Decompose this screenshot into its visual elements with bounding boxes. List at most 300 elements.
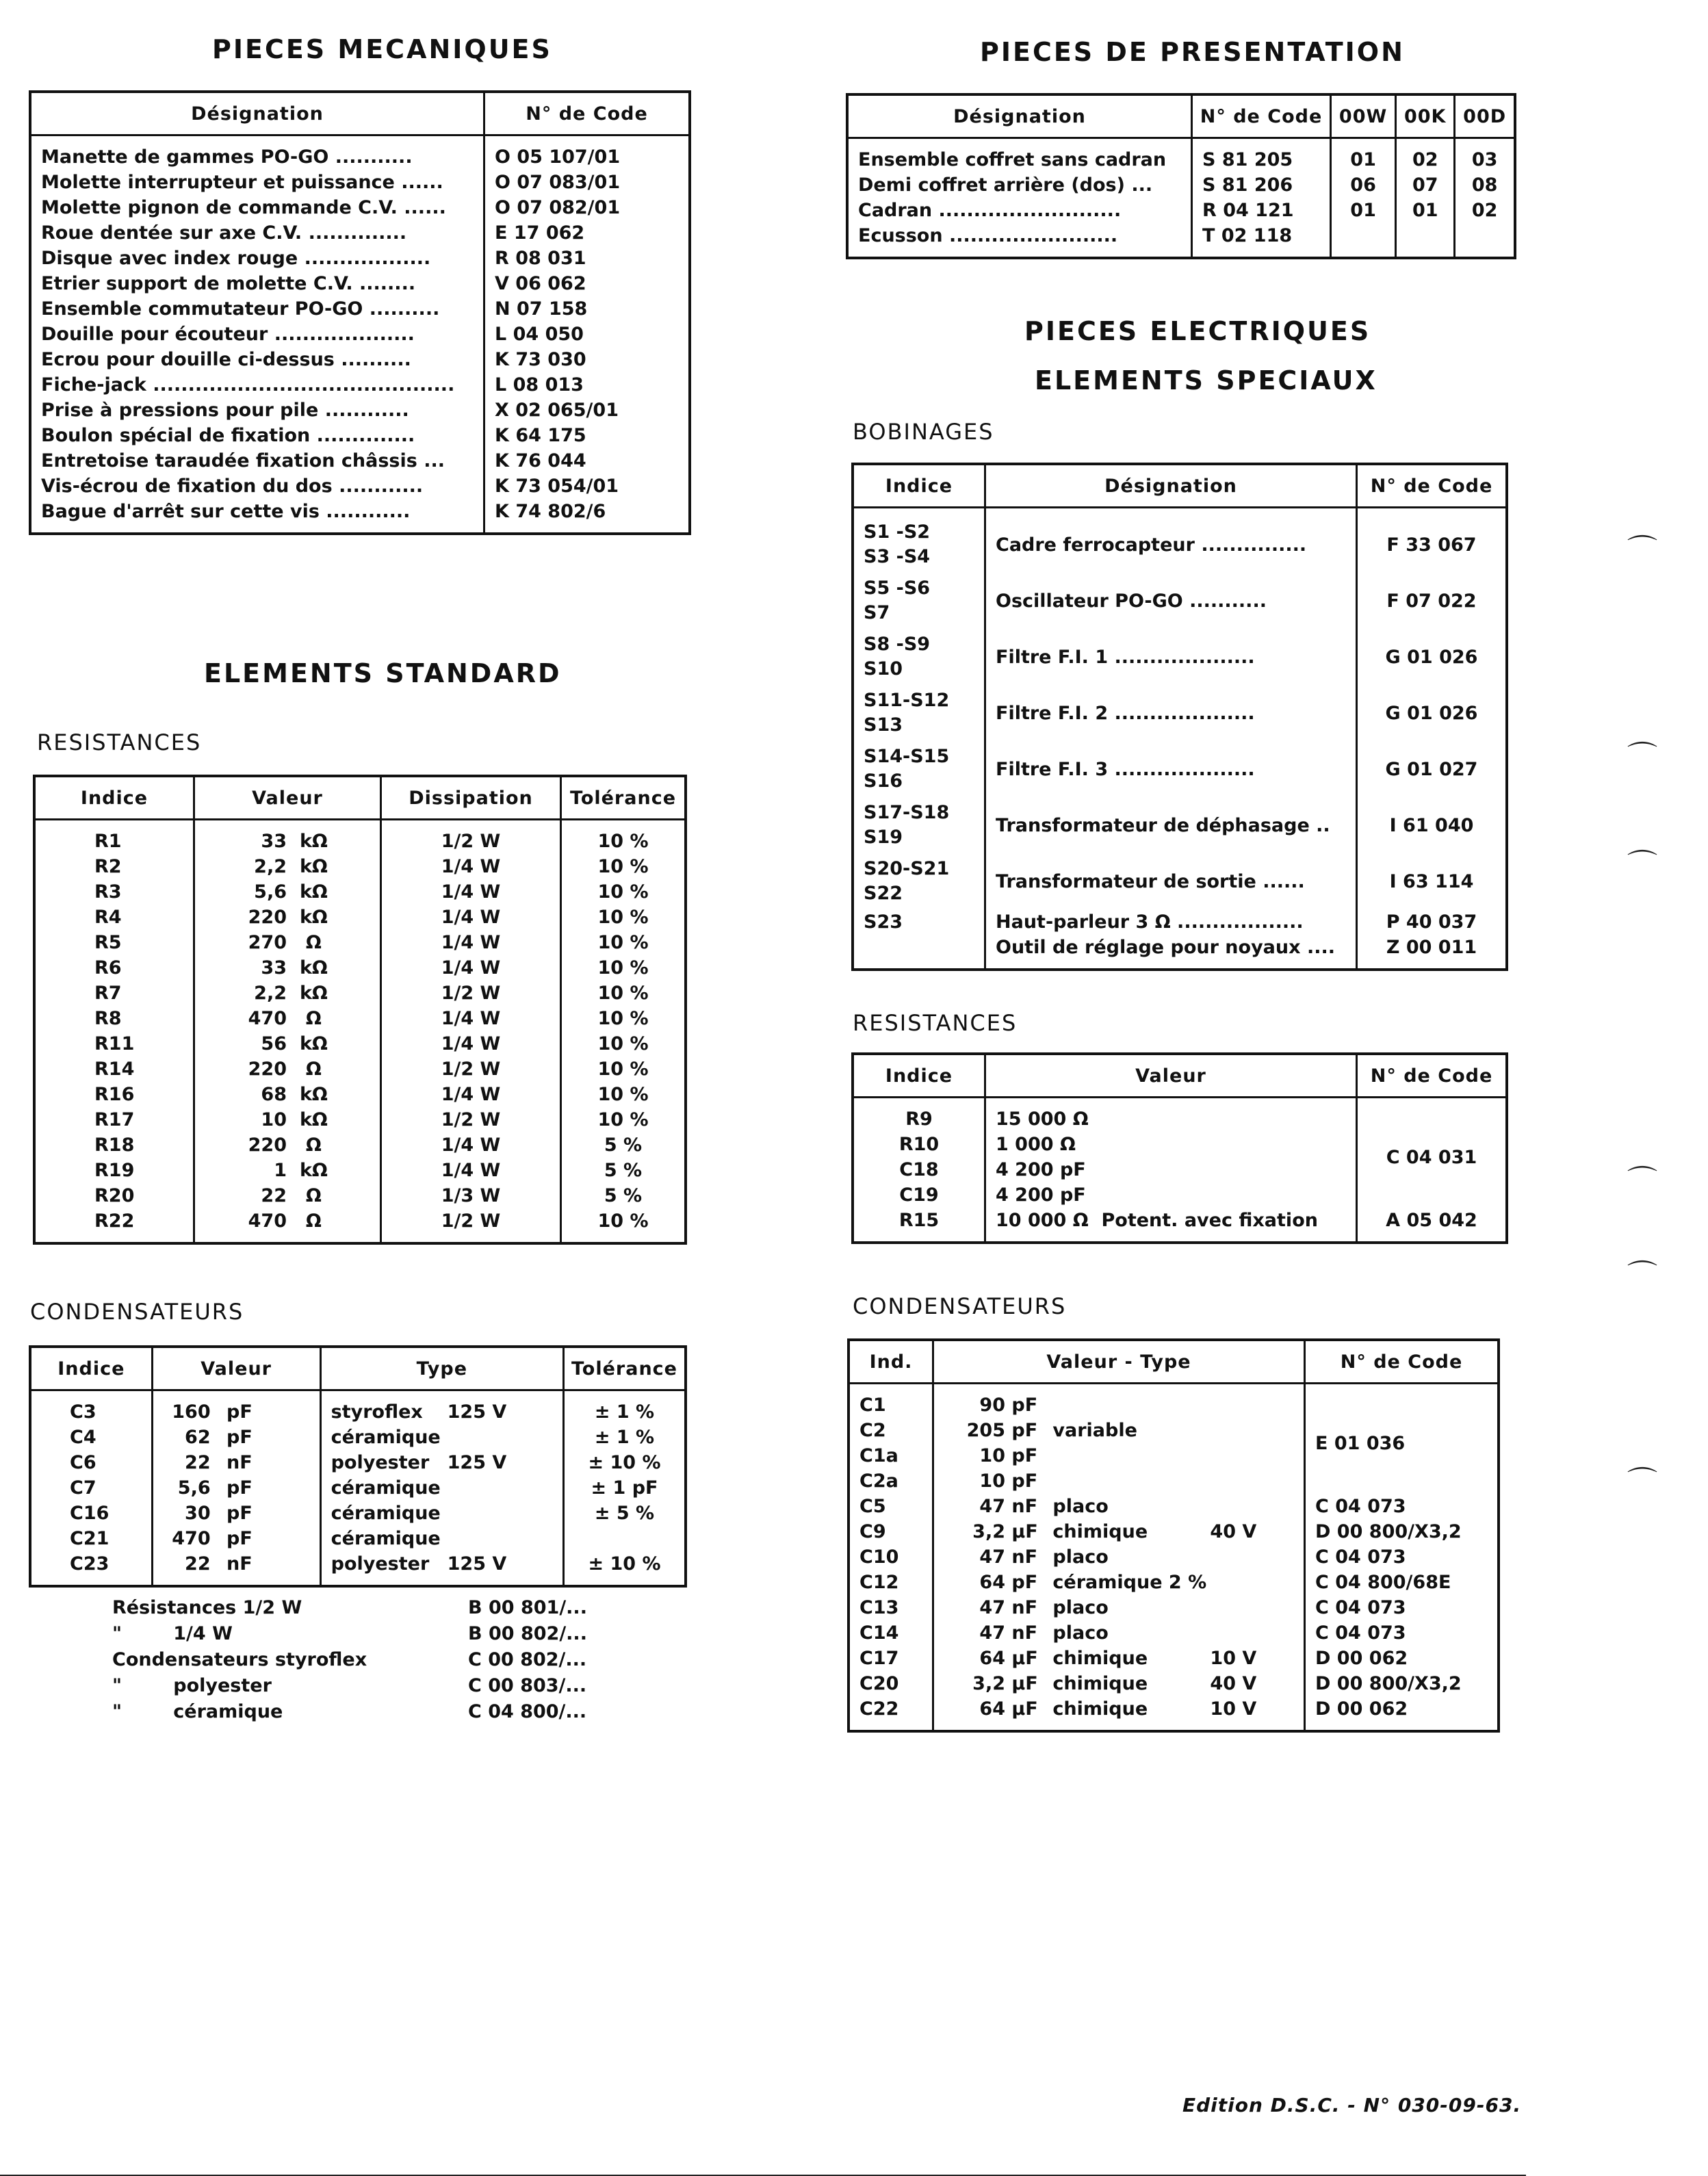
valeur-type-cell bbox=[933, 1519, 1305, 1544]
code-cell: L 04 050 bbox=[484, 322, 690, 347]
resistances-speciales-table bbox=[851, 1052, 1508, 1244]
unit-text: μF bbox=[1011, 1521, 1038, 1542]
table-row bbox=[30, 1526, 686, 1551]
valeur-cell bbox=[194, 1057, 381, 1082]
label-resistances: RESISTANCES bbox=[37, 729, 202, 755]
designation-cell: Manette de gammes PO-GO ........... bbox=[30, 135, 484, 170]
table-row bbox=[30, 1475, 686, 1501]
valeur-text: 47 bbox=[979, 1622, 1005, 1644]
table-row bbox=[849, 1570, 1499, 1595]
unit-text: kΩ bbox=[299, 907, 328, 928]
indice-cell: R14 bbox=[34, 1057, 194, 1082]
type-text: céramique bbox=[331, 1528, 441, 1549]
valeur-text: 205 bbox=[966, 1420, 1005, 1441]
label-bobinages: BOBINAGES bbox=[853, 419, 994, 445]
voltage-text: 10 V bbox=[1210, 1698, 1257, 1720]
col-code: N° de Code bbox=[1305, 1340, 1499, 1384]
title-elements-speciaux: ELEMENTS SPECIAUX bbox=[1035, 365, 1377, 396]
valeur-cell bbox=[152, 1390, 320, 1425]
valeur-type-cell bbox=[933, 1570, 1305, 1595]
table-row bbox=[853, 741, 1507, 797]
valeur-cell bbox=[152, 1501, 320, 1526]
table-row bbox=[30, 1425, 686, 1450]
table-row bbox=[30, 347, 690, 372]
mecaniques-table bbox=[29, 90, 691, 535]
valeur-text: 2,2 bbox=[254, 983, 287, 1004]
note-label: " céramique bbox=[112, 1701, 283, 1722]
designation-cell: Outil de réglage pour noyaux .... bbox=[985, 935, 1357, 970]
type-cell bbox=[320, 1450, 563, 1475]
dissipation-cell: 1/4 W bbox=[381, 1158, 561, 1183]
code-cell: D 00 800/X3,2 bbox=[1305, 1671, 1499, 1696]
valeur-type-cell bbox=[933, 1494, 1305, 1519]
unit-text: kΩ bbox=[299, 983, 328, 1004]
valeur-cell bbox=[152, 1450, 320, 1475]
note-code: C 04 800/... bbox=[468, 1701, 587, 1722]
note-label: " polyester bbox=[112, 1675, 272, 1696]
col-designation: Désignation bbox=[847, 94, 1192, 138]
unit-text: pF bbox=[227, 1427, 253, 1448]
table-row bbox=[34, 879, 686, 905]
type-text: placo bbox=[1052, 1622, 1109, 1644]
valeur-cell bbox=[194, 930, 381, 955]
valeur-type-cell bbox=[933, 1384, 1305, 1419]
valeur-cell bbox=[152, 1551, 320, 1586]
indice-cell bbox=[853, 629, 985, 685]
ind-cell: C5 bbox=[849, 1494, 933, 1519]
type-text: chimique bbox=[1052, 1521, 1148, 1542]
indice-line: S20-S21 bbox=[864, 858, 950, 879]
note-label: " 1/4 W bbox=[112, 1623, 233, 1644]
code-cell: T 02 118 bbox=[1192, 223, 1331, 258]
variant-00w-cell: 01 bbox=[1331, 138, 1396, 173]
valeur-cell bbox=[194, 1082, 381, 1107]
tolerance-cell: ± 1 pF bbox=[563, 1475, 686, 1501]
valeur-text: 5,6 bbox=[177, 1477, 211, 1499]
code-cell: X 02 065/01 bbox=[484, 398, 690, 423]
code-cell: Z 00 011 bbox=[1357, 935, 1508, 970]
valeur-cell bbox=[194, 1132, 381, 1158]
tolerance-cell bbox=[563, 1526, 686, 1551]
table-row bbox=[34, 820, 686, 855]
valeur-cell bbox=[194, 854, 381, 879]
valeur-text: 22 bbox=[185, 1553, 211, 1575]
type-text: céramique 2 % bbox=[1052, 1572, 1207, 1593]
col-ind: Ind. bbox=[849, 1340, 933, 1384]
indice-cell: C18 bbox=[853, 1157, 985, 1182]
type-text: chimique bbox=[1052, 1698, 1148, 1720]
dissipation-cell: 1/4 W bbox=[381, 1132, 561, 1158]
designation-cell: Transformateur de sortie ...... bbox=[985, 853, 1357, 909]
indice-cell: R3 bbox=[34, 879, 194, 905]
valeur-text: 68 bbox=[261, 1084, 287, 1105]
valeur-type-cell bbox=[933, 1646, 1305, 1671]
tolerance-cell: 10 % bbox=[561, 930, 686, 955]
valeur-text: 47 bbox=[979, 1546, 1005, 1568]
table-row bbox=[34, 955, 686, 981]
col-valeur: Valeur bbox=[194, 776, 381, 820]
code-cell: K 64 175 bbox=[484, 423, 690, 448]
variant-00k-cell: 02 bbox=[1396, 138, 1455, 173]
type-text: chimique bbox=[1052, 1648, 1148, 1669]
designation-cell: Bague d'arrêt sur cette vis ............ bbox=[30, 499, 484, 534]
unit-text: μF bbox=[1011, 1698, 1038, 1720]
type-text: polyester bbox=[331, 1553, 430, 1575]
valeur-text: 33 bbox=[261, 957, 287, 979]
dissipation-cell: 1/2 W bbox=[381, 820, 561, 855]
valeur-cell bbox=[194, 820, 381, 855]
code-cell: V 06 062 bbox=[484, 271, 690, 296]
valeur-text: 62 bbox=[185, 1427, 211, 1448]
binding-mark: ⌒ bbox=[1627, 1164, 1657, 1199]
unit-text: kΩ bbox=[299, 881, 328, 903]
table-row bbox=[849, 1696, 1499, 1731]
ind-cell: C10 bbox=[849, 1544, 933, 1570]
voltage-text: 125 V bbox=[447, 1553, 507, 1575]
valeur-type-cell bbox=[933, 1696, 1305, 1731]
binding-mark: ⌒ bbox=[1627, 848, 1657, 883]
note-code: C 00 802/... bbox=[468, 1649, 587, 1670]
designation-cell: Transformateur de déphasage .. bbox=[985, 797, 1357, 853]
code-cell: C 04 073 bbox=[1305, 1620, 1499, 1646]
dissipation-cell: 1/4 W bbox=[381, 1031, 561, 1057]
table-row bbox=[30, 195, 690, 220]
table-row bbox=[853, 1098, 1507, 1132]
table-row bbox=[30, 499, 690, 534]
unit-text: pF bbox=[227, 1528, 253, 1549]
ind-cell: C17 bbox=[849, 1646, 933, 1671]
voltage-text: 125 V bbox=[447, 1452, 507, 1473]
indice-cell: C4 bbox=[30, 1425, 152, 1450]
code-cell: A 05 042 bbox=[1357, 1208, 1508, 1243]
table-row bbox=[853, 853, 1507, 909]
tolerance-cell: 10 % bbox=[561, 1006, 686, 1031]
indice-cell: C16 bbox=[30, 1501, 152, 1526]
table-row bbox=[34, 1082, 686, 1107]
valeur-type-cell bbox=[933, 1443, 1305, 1468]
unit-text: nF bbox=[1011, 1597, 1038, 1618]
ind-cell: C2 bbox=[849, 1418, 933, 1443]
code-cell: S 81 205 bbox=[1192, 138, 1331, 173]
valeur-text: 47 bbox=[979, 1597, 1005, 1618]
indice-cell: C19 bbox=[853, 1182, 985, 1208]
variant-00k-cell bbox=[1396, 223, 1455, 258]
valeur-cell bbox=[985, 1208, 1357, 1243]
table-row bbox=[30, 1551, 686, 1586]
table-row bbox=[30, 474, 690, 499]
dissipation-cell: 1/4 W bbox=[381, 854, 561, 879]
valeur-text: 10 bbox=[979, 1471, 1005, 1492]
table-row bbox=[853, 508, 1507, 573]
designation-cell: Oscillateur PO-GO ........... bbox=[985, 573, 1357, 629]
unit-text: nF bbox=[227, 1452, 253, 1473]
indice-cell: R4 bbox=[34, 905, 194, 930]
type-text: placo bbox=[1052, 1597, 1109, 1618]
col-designation: Désignation bbox=[30, 92, 484, 135]
code-cell: P 40 037 bbox=[1357, 909, 1508, 935]
variant-00d-cell: 08 bbox=[1455, 172, 1515, 198]
type-text: chimique bbox=[1052, 1673, 1148, 1694]
resistances-table bbox=[33, 775, 687, 1245]
designation-cell: Ensemble coffret sans cadran bbox=[847, 138, 1192, 173]
unit-text: pF bbox=[227, 1503, 253, 1524]
unit-text: kΩ bbox=[299, 856, 328, 877]
ind-cell: C1a bbox=[849, 1443, 933, 1468]
tolerance-cell: ± 1 % bbox=[563, 1390, 686, 1425]
table-row bbox=[849, 1519, 1499, 1544]
ind-cell: C2a bbox=[849, 1468, 933, 1494]
code-cell: O 07 082/01 bbox=[484, 195, 690, 220]
table-row bbox=[849, 1646, 1499, 1671]
table-row bbox=[34, 854, 686, 879]
tolerance-cell: ± 1 % bbox=[563, 1425, 686, 1450]
note-line bbox=[112, 1701, 587, 1727]
designation-cell: Roue dentée sur axe C.V. .............. bbox=[30, 220, 484, 246]
dissipation-cell: 1/2 W bbox=[381, 1208, 561, 1243]
binding-mark: ⌒ bbox=[1627, 533, 1657, 568]
designation-cell: Molette interrupteur et puissance ...... bbox=[30, 170, 484, 195]
code-cell: C 04 073 bbox=[1305, 1595, 1499, 1620]
dissipation-cell: 1/2 W bbox=[381, 1107, 561, 1132]
unit-text: nF bbox=[1011, 1496, 1038, 1517]
type-text: céramique bbox=[331, 1427, 441, 1448]
indice-cell: R22 bbox=[34, 1208, 194, 1243]
variant-00w-cell: 06 bbox=[1331, 172, 1396, 198]
designation-cell: Filtre F.I. 3 .................... bbox=[985, 741, 1357, 797]
unit-text: pF bbox=[1011, 1471, 1038, 1492]
note-line bbox=[112, 1623, 587, 1649]
designation-cell: Prise à pressions pour pile ............ bbox=[30, 398, 484, 423]
valeur-cell bbox=[194, 1107, 381, 1132]
indice-cell: R5 bbox=[34, 930, 194, 955]
tolerance-cell: 10 % bbox=[561, 854, 686, 879]
binding-mark: ⌒ bbox=[1627, 740, 1657, 775]
dissipation-cell: 1/4 W bbox=[381, 930, 561, 955]
valeur-cell: 1 000 Ω bbox=[985, 1132, 1357, 1157]
unit-text: μF bbox=[1011, 1673, 1038, 1694]
type-text: placo bbox=[1052, 1546, 1109, 1568]
type-cell bbox=[320, 1390, 563, 1425]
unit-text: kΩ bbox=[299, 1084, 328, 1105]
valeur-cell bbox=[194, 1208, 381, 1243]
designation-cell: Entretoise taraudée fixation châssis ... bbox=[30, 448, 484, 474]
indice-line: S22 bbox=[864, 883, 903, 904]
valeur-text: 1 bbox=[274, 1160, 287, 1181]
unit-text: nF bbox=[1011, 1622, 1038, 1644]
table-row bbox=[853, 685, 1507, 741]
table-row bbox=[849, 1544, 1499, 1570]
code-cell: K 73 054/01 bbox=[484, 474, 690, 499]
valeur-cell bbox=[152, 1425, 320, 1450]
valeur-text: 5,6 bbox=[254, 881, 287, 903]
type-text: céramique bbox=[331, 1477, 441, 1499]
col-indice: Indice bbox=[34, 776, 194, 820]
code-cell: G 01 027 bbox=[1357, 741, 1508, 797]
valeur-text: 220 bbox=[248, 907, 287, 928]
table-row bbox=[849, 1620, 1499, 1646]
tolerance-cell: 10 % bbox=[561, 879, 686, 905]
table-row bbox=[30, 135, 690, 170]
tolerance-cell: 10 % bbox=[561, 820, 686, 855]
condensateurs-table bbox=[29, 1345, 687, 1588]
indice-cell: R8 bbox=[34, 1006, 194, 1031]
variant-00d-cell bbox=[1455, 223, 1515, 258]
valeur-text: 470 bbox=[248, 1008, 287, 1029]
designation-cell: Boulon spécial de fixation .............. bbox=[30, 423, 484, 448]
ind-cell: C1 bbox=[849, 1384, 933, 1419]
type-cell bbox=[320, 1551, 563, 1586]
col-00w: 00W bbox=[1331, 94, 1396, 138]
variant-00w-cell: 01 bbox=[1331, 198, 1396, 223]
code-cell: C 04 031 bbox=[1357, 1098, 1508, 1208]
designation-cell: Demi coffret arrière (dos) ... bbox=[847, 172, 1192, 198]
indice-line: S16 bbox=[864, 770, 903, 792]
type-cell bbox=[320, 1475, 563, 1501]
valeur-cell bbox=[194, 1031, 381, 1057]
valeur-cell bbox=[194, 955, 381, 981]
code-cell: R 08 031 bbox=[484, 246, 690, 271]
code-cell: C 04 800/68E bbox=[1305, 1570, 1499, 1595]
valeur-text: 270 bbox=[248, 932, 287, 953]
variant-00k-cell: 07 bbox=[1396, 172, 1455, 198]
table-row bbox=[34, 930, 686, 955]
dissipation-cell: 1/4 W bbox=[381, 955, 561, 981]
dissipation-cell: 1/3 W bbox=[381, 1183, 561, 1208]
indice-cell: R1 bbox=[34, 820, 194, 855]
designation-cell: Disque avec index rouge .................. bbox=[30, 246, 484, 271]
indice-cell: R20 bbox=[34, 1183, 194, 1208]
col-dissipation: Dissipation bbox=[381, 776, 561, 820]
unit-text: pF bbox=[227, 1477, 253, 1499]
table-row bbox=[34, 1031, 686, 1057]
valeur-text: 64 bbox=[979, 1648, 1005, 1669]
type-text: polyester bbox=[331, 1452, 430, 1473]
designation-cell: Vis-écrou de fixation du dos ............ bbox=[30, 474, 484, 499]
designation-cell: Fiche-jack ........................................... bbox=[30, 372, 484, 398]
dissipation-cell: 1/4 W bbox=[381, 879, 561, 905]
variant-00d-cell: 03 bbox=[1455, 138, 1515, 173]
note-line bbox=[112, 1675, 587, 1701]
table-row bbox=[849, 1595, 1499, 1620]
indice-cell bbox=[853, 685, 985, 741]
code-cell: O 07 083/01 bbox=[484, 170, 690, 195]
tolerance-cell: 10 % bbox=[561, 955, 686, 981]
unit-text: Ω bbox=[305, 932, 322, 953]
valeur-type-cell bbox=[933, 1418, 1305, 1443]
table-row bbox=[30, 1501, 686, 1526]
note-label: Condensateurs styroflex bbox=[112, 1649, 367, 1670]
code-cell: G 01 026 bbox=[1357, 629, 1508, 685]
tolerance-cell: ± 5 % bbox=[563, 1501, 686, 1526]
indice-cell: R7 bbox=[34, 981, 194, 1006]
indice-cell: R11 bbox=[34, 1031, 194, 1057]
table-row bbox=[853, 629, 1507, 685]
designation-cell: Douille pour écouteur .................... bbox=[30, 322, 484, 347]
indice-line: S10 bbox=[864, 658, 903, 679]
col-valeur-type: Valeur - Type bbox=[933, 1340, 1305, 1384]
tolerance-cell: ± 10 % bbox=[563, 1450, 686, 1475]
unit-text: nF bbox=[1011, 1546, 1038, 1568]
code-cell: S 81 206 bbox=[1192, 172, 1331, 198]
type-text: placo bbox=[1052, 1496, 1109, 1517]
edition-footer: Edition D.S.C. - N° 030-09-63. bbox=[1182, 2094, 1522, 2116]
indice-cell: C6 bbox=[30, 1450, 152, 1475]
valeur-type-cell bbox=[933, 1620, 1305, 1646]
dissipation-cell: 1/2 W bbox=[381, 981, 561, 1006]
table-row bbox=[847, 138, 1515, 173]
table-row bbox=[34, 1057, 686, 1082]
reference-notes bbox=[112, 1597, 587, 1727]
designation-cell: Cadran .......................... bbox=[847, 198, 1192, 223]
unit-text: μF bbox=[1011, 1648, 1038, 1669]
presentation-table bbox=[846, 93, 1516, 259]
code-cell: C 04 073 bbox=[1305, 1544, 1499, 1570]
unit-text: kΩ bbox=[299, 1109, 328, 1130]
col-designation: Désignation bbox=[985, 464, 1357, 508]
table-row bbox=[30, 322, 690, 347]
valeur-cell: 15 000 Ω bbox=[985, 1098, 1357, 1132]
table-row bbox=[34, 1183, 686, 1208]
indice-cell bbox=[853, 853, 985, 909]
indice-cell bbox=[853, 741, 985, 797]
col-code: N° de Code bbox=[1357, 1054, 1508, 1098]
indice-cell: C7 bbox=[30, 1475, 152, 1501]
col-code: N° de Code bbox=[1357, 464, 1508, 508]
binding-mark: ⌒ bbox=[1627, 1465, 1657, 1500]
table-row bbox=[34, 1107, 686, 1132]
table-row bbox=[847, 198, 1515, 223]
col-indice: Indice bbox=[30, 1347, 152, 1390]
table-row bbox=[853, 1208, 1507, 1243]
tolerance-cell: ± 10 % bbox=[563, 1551, 686, 1586]
indice-line: S14-S15 bbox=[864, 746, 950, 767]
designation-cell: Etrier support de molette C.V. ........ bbox=[30, 271, 484, 296]
dissipation-cell: 1/4 W bbox=[381, 1082, 561, 1107]
indice-cell: R17 bbox=[34, 1107, 194, 1132]
indice-line: S19 bbox=[864, 827, 903, 848]
tolerance-cell: 10 % bbox=[561, 1208, 686, 1243]
indice-line: S5 -S6 bbox=[864, 578, 931, 599]
valeur-cell bbox=[152, 1475, 320, 1501]
table-row bbox=[30, 246, 690, 271]
title-elements-standard: ELEMENTS STANDARD bbox=[204, 658, 562, 688]
col-tolerance: Tolérance bbox=[563, 1347, 686, 1390]
variable-label: variable bbox=[1052, 1420, 1137, 1441]
variant-00w-cell bbox=[1331, 223, 1396, 258]
table-row bbox=[30, 296, 690, 322]
col-valeur: Valeur bbox=[152, 1347, 320, 1390]
valeur-cell: 4 200 pF bbox=[985, 1182, 1357, 1208]
table-row bbox=[30, 398, 690, 423]
valeur-text: 64 bbox=[979, 1572, 1005, 1593]
code-cell: I 63 114 bbox=[1357, 853, 1508, 909]
table-row bbox=[34, 1208, 686, 1243]
ind-cell: C22 bbox=[849, 1696, 933, 1731]
voltage-text: 40 V bbox=[1210, 1521, 1257, 1542]
indice-cell: R18 bbox=[34, 1132, 194, 1158]
code-cell: E 01 036 bbox=[1305, 1384, 1499, 1494]
type-cell bbox=[320, 1526, 563, 1551]
dissipation-cell: 1/2 W bbox=[381, 1057, 561, 1082]
valeur-text: 64 bbox=[979, 1698, 1005, 1720]
col-indice: Indice bbox=[853, 1054, 985, 1098]
tolerance-cell: 5 % bbox=[561, 1158, 686, 1183]
unit-text: Ω bbox=[305, 1135, 322, 1156]
unit-text: pF bbox=[1011, 1445, 1038, 1466]
note-line bbox=[112, 1649, 587, 1675]
table-row bbox=[847, 172, 1515, 198]
label-condensateurs-speciaux: CONDENSATEURS bbox=[853, 1293, 1067, 1319]
